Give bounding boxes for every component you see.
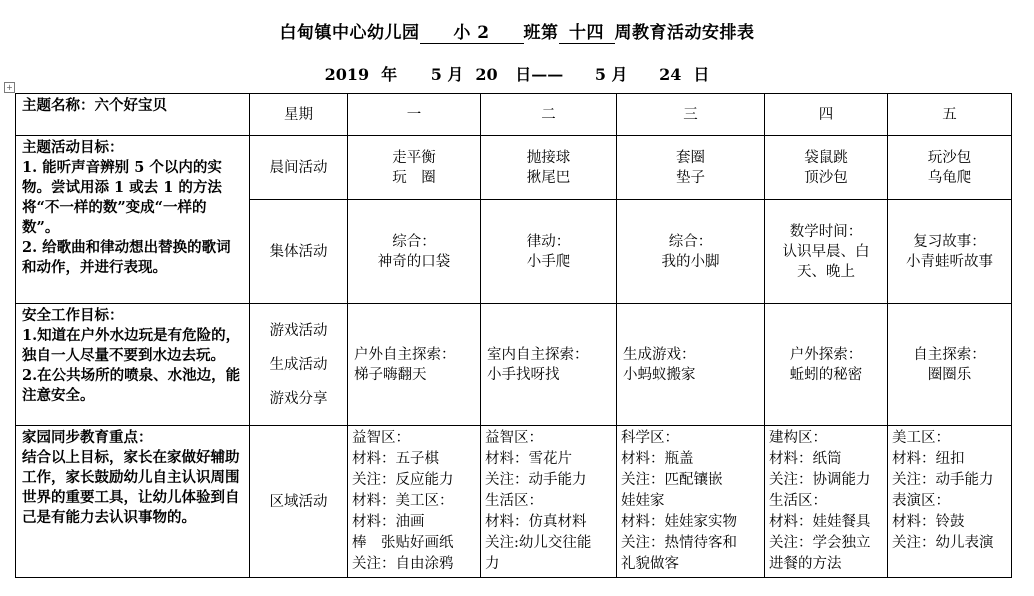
morning-tue: 抛接球 揪尾巴 [481, 136, 617, 200]
year: 2019 [324, 65, 370, 84]
game-labels [250, 304, 348, 426]
group-wed: 综合： 我的小脚 [617, 200, 765, 304]
year-unit: 年 [381, 65, 398, 84]
game-wed: 生成游戏： 小蚂蚁搬家 [617, 304, 765, 426]
area-thu: 建构区： 材料：纸筒 关注：协调能力 生活区： 材料：娃娃餐具 关注：学会独立 进餐的方法 [765, 426, 888, 578]
end-day: 24 [659, 65, 682, 84]
morning-mon: 走平衡 玩 圈 [348, 136, 481, 200]
end-day-unit: 日 [693, 65, 710, 84]
morning-wed: 套圈 垫子 [617, 136, 765, 200]
day-header-mon: 一 [348, 94, 481, 136]
group-thu: 数学时间： 认识早晨、白天、晚上 [765, 200, 888, 304]
game-thu: 户外探索： 蚯蚓的秘密 [765, 304, 888, 426]
title-suffix: 周教育活动安排表 [614, 23, 755, 43]
end-month: 5 月 [594, 65, 628, 84]
table-row [16, 94, 1012, 136]
game-fri: 自主探索： 圈圈乐 [888, 304, 1012, 426]
morning-thu: 袋鼠跳 顶沙包 [765, 136, 888, 200]
group-mon: 综合： 神奇的口袋 [348, 200, 481, 304]
game-label: 游戏活动 [269, 322, 328, 339]
class-suffix: 班第 [523, 23, 559, 43]
weekday-label: 星期 [250, 94, 348, 136]
area-mon: 益智区： 材料：五子棋 关注：反应能力 材料：美工区： 材料：油画 棒 张贴好画纸 关注：自由涂鸦 [348, 426, 481, 578]
table-row [16, 426, 1012, 578]
date-dash: 日—— [515, 65, 564, 84]
day-header-wed: 三 [617, 94, 765, 136]
table-move-handle-icon[interactable]: + [4, 82, 15, 93]
day-header-fri: 五 [888, 94, 1012, 136]
start-day: 20 [475, 65, 498, 84]
start-month: 5 月 [430, 65, 464, 84]
table-row [16, 136, 1012, 200]
day-header-thu: 四 [765, 94, 888, 136]
share-label: 游戏分享 [269, 390, 328, 407]
page-title [0, 18, 1034, 44]
generate-label: 生成活动 [269, 356, 328, 373]
safety-cell: 安全工作目标： 1.知道在户外水边玩是有危险的，独自一人尽量不要到水边去玩。 2.在公共场所的喷泉、水池边，能注意安全。 [16, 304, 250, 426]
area-fri: 美工区： 材料：纽扣 关注：动手能力 表演区： 材料：铃鼓 关注：幼儿表演 [888, 426, 1012, 578]
group-label: 集体活动 [250, 200, 348, 304]
game-tue: 室内自主探索： 小手找呀找 [481, 304, 617, 426]
morning-fri: 玩沙包 乌龟爬 [888, 136, 1012, 200]
area-tue: 益智区： 材料：雪花片 关注：动手能力 生活区： 材料：仿真材料 关注:幼儿交往能 力 [481, 426, 617, 578]
area-label: 区域活动 [250, 426, 348, 578]
home-cell: 家园同步教育重点： 结合以上目标，家长在家做好辅助工作，家长鼓励幼儿自主认识周围世界的重要工具，让幼儿体验到自己是有能力去认识事物的。 [16, 426, 250, 578]
week-number: 十四 [559, 18, 615, 44]
group-fri: 复习故事： 小青蛙听故事 [888, 200, 1012, 304]
morning-label: 晨间活动 [250, 136, 348, 200]
theme-cell: 主题名称：六个好宝贝 [16, 94, 250, 136]
goals-cell: 主题活动目标： 1. 能听声音辨别 5 个以内的实物。尝试用添 1 或去 1 的方法将“不一样的数”变成“一样的数”。 2. 给歌曲和律动想出替换的歌词和动作，并进行表现。 [16, 136, 250, 304]
table-row [16, 304, 1012, 426]
schedule-table [15, 93, 1012, 578]
date-range [0, 62, 1034, 85]
group-tue: 律动： 小手爬 [481, 200, 617, 304]
day-header-tue: 二 [481, 94, 617, 136]
school-name: 白甸镇中心幼儿园 [279, 23, 420, 43]
area-wed: 科学区： 材料：瓶盖 关注：匹配镶嵌 娃娃家 材料：娃娃家实物 关注：热情待客和 礼貌做客 [617, 426, 765, 578]
game-mon: 户外自主探索： 梯子嗨翻天 [348, 304, 481, 426]
class-name: 小 2 [420, 18, 524, 44]
